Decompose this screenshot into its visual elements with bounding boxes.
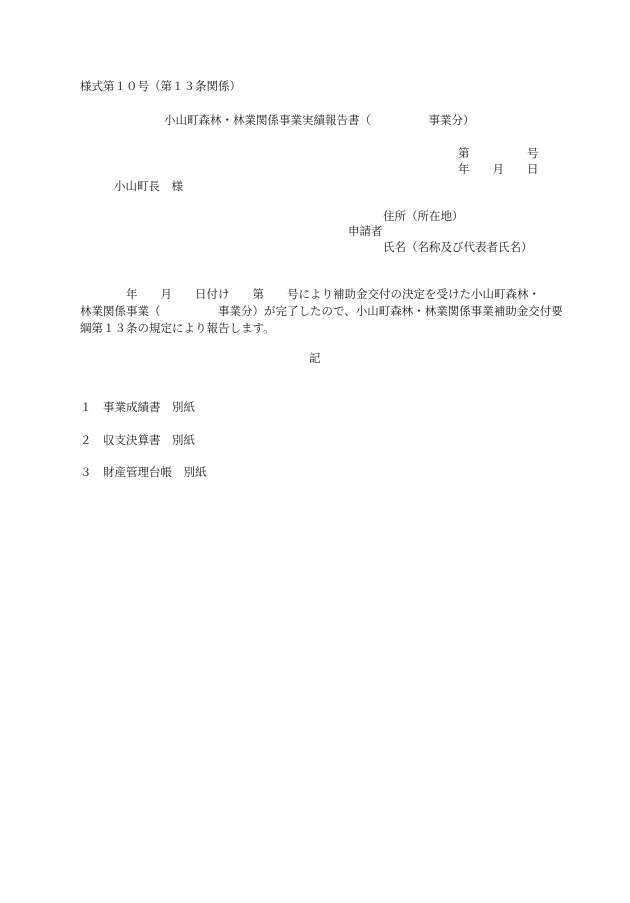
document-number: 第 号 [458,146,539,160]
document-date: 年 月 日 [458,162,539,176]
document-title: 小山町森林・林業関係事業実績報告書（ 事業分） [164,113,475,127]
body-text-line: 綱第１３条の規定により報告します。 [80,321,275,335]
list-item: １ 事業成績書 別紙 [80,400,195,414]
applicant-label: 申請者 [348,224,383,238]
name-label: 氏名（名称及び代表者氏名） [383,240,533,254]
list-item: ２ 収支決算書 別紙 [80,433,195,447]
body-text-line: 林業関係事業（ 事業分）が完了したので、小山町森林・林業関係事業補助金交付要 [80,304,563,318]
body-text-line: 年 月 日付け 第 号により補助金交付の決定を受けた小山町森林・ [80,287,540,301]
addressee: 小山町長 様 [114,179,183,193]
list-item: ３ 財産管理台帳 別紙 [80,465,207,479]
address-label: 住所（所在地） [383,209,464,223]
ki-heading: 記 [309,351,321,365]
form-number: 様式第１０号（第１３条関係） [80,79,241,93]
